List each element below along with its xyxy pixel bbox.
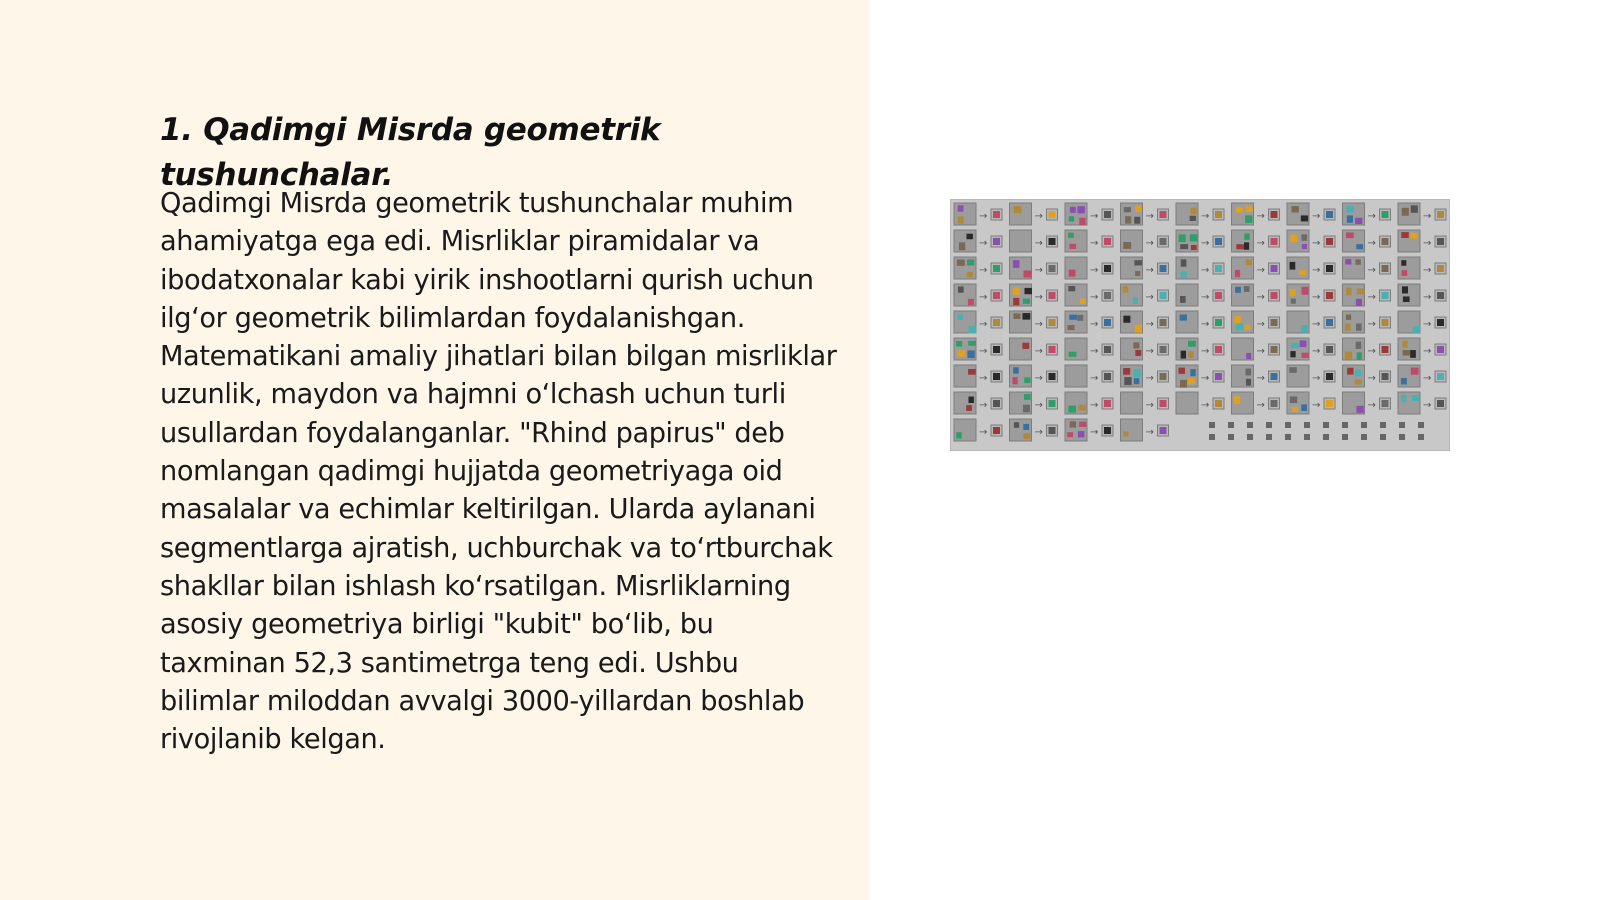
legend-mark xyxy=(1304,434,1310,440)
legend-mark xyxy=(1247,422,1253,428)
recipe-cell xyxy=(1176,284,1224,306)
svg-text:→: → xyxy=(1034,292,1043,303)
recipe-cell xyxy=(1398,203,1446,225)
recipe-cell xyxy=(1232,257,1280,279)
svg-text:→: → xyxy=(1423,400,1432,411)
svg-text:→: → xyxy=(979,265,988,276)
recipe-cell xyxy=(1287,392,1335,414)
svg-text:→: → xyxy=(1090,319,1099,330)
svg-text:→: → xyxy=(1145,400,1154,411)
svg-text:→: → xyxy=(1201,211,1210,222)
recipe-cell xyxy=(1121,203,1169,225)
legend-mark xyxy=(1323,434,1329,440)
recipe-cell xyxy=(1010,284,1058,306)
recipe-cell xyxy=(1010,203,1058,225)
svg-text:→: → xyxy=(1256,400,1265,411)
recipe-cell xyxy=(1398,392,1446,414)
svg-text:→: → xyxy=(1090,265,1099,276)
legend-mark xyxy=(1361,434,1367,440)
svg-text:→: → xyxy=(1034,319,1043,330)
slide-body-text: Qadimgi Misrda geometrik tushunchalar muhim ahamiyatga ega edi. Misrliklar piramidalar va ibodatxonalar kabi yirik inshootlarni qurish uchun ilg‘or geometrik bilimlardan foydalanishgan. Matematikani amaliy jihatlari bilan bilgan misrliklar uzunlik, maydon va hajmni o‘lchash uchun turli usullardan foydalanganlar. "Rhind papirus" deb nomlangan qadimgi hujjatda geometriyaga oid masalalar va echimlar keltirilgan. Ularda aylanani segmentlarga ajratish, uchburchak va to‘rtburchak shakllar bilan ishlash ko‘rsatilgan. Misrliklarning asosiy geometriya birligi "kubit" bo‘lib, bu taxminan 52,3 santimetrga teng edi. Ushbu bilimlar miloddan avvalgi 3000-yillardan boshlab rivojlanib kelgan. xyxy=(160,188,837,756)
recipe-cell xyxy=(1176,365,1224,388)
svg-text:→: → xyxy=(1367,400,1376,411)
legend-mark xyxy=(1285,434,1291,440)
recipe-cell xyxy=(1065,338,1113,360)
svg-text:→: → xyxy=(1256,292,1265,303)
svg-text:→: → xyxy=(1367,346,1376,357)
legend-mark xyxy=(1342,422,1348,428)
svg-text:→: → xyxy=(979,319,988,330)
recipe-cell xyxy=(1398,338,1446,360)
legend-mark xyxy=(1266,422,1272,428)
legend-mark xyxy=(1209,422,1215,428)
recipe-cell xyxy=(954,338,1002,360)
svg-text:→: → xyxy=(1034,238,1043,249)
svg-text:→: → xyxy=(979,373,988,384)
crafting-recipes-grid-image xyxy=(950,199,1450,451)
svg-text:→: → xyxy=(1256,319,1265,330)
svg-text:→: → xyxy=(979,292,988,303)
legend-mark xyxy=(1209,434,1215,440)
recipe-cell xyxy=(1287,365,1335,387)
recipe-cell xyxy=(1398,257,1446,279)
recipe-cell xyxy=(954,257,1002,279)
recipe-cell xyxy=(1176,338,1224,360)
legend-mark xyxy=(1361,422,1367,428)
recipe-cell xyxy=(1343,392,1391,414)
svg-text:→: → xyxy=(1090,346,1099,357)
recipe-cell xyxy=(954,311,1002,333)
legend-mark xyxy=(1304,422,1310,428)
svg-text:→: → xyxy=(1423,238,1432,249)
svg-text:→: → xyxy=(1256,373,1265,384)
svg-text:→: → xyxy=(979,238,988,249)
svg-text:→: → xyxy=(1034,211,1043,222)
svg-text:→: → xyxy=(1312,238,1321,249)
recipe-cell xyxy=(1121,419,1169,441)
recipe-cell xyxy=(1343,257,1391,279)
svg-text:→: → xyxy=(1090,373,1099,384)
svg-text:→: → xyxy=(979,400,988,411)
legend-mark xyxy=(1285,422,1291,428)
svg-text:→: → xyxy=(1145,238,1154,249)
recipe-cell xyxy=(1232,365,1280,387)
legend-mark xyxy=(1399,434,1405,440)
recipe-cell xyxy=(1232,284,1280,306)
recipe-cell xyxy=(1398,311,1446,334)
svg-text:→: → xyxy=(1423,211,1432,222)
recipe-cell xyxy=(1065,230,1113,252)
recipe-cell xyxy=(1176,392,1224,414)
recipe-cell xyxy=(1232,230,1280,252)
legend-mark xyxy=(1228,422,1234,428)
recipe-cell xyxy=(954,203,1002,225)
recipe-cell xyxy=(1121,284,1169,306)
svg-text:→: → xyxy=(1312,211,1321,222)
svg-text:→: → xyxy=(1201,265,1210,276)
svg-text:→: → xyxy=(1201,292,1210,303)
recipe-cell xyxy=(1287,284,1335,306)
svg-text:→: → xyxy=(1423,292,1432,303)
recipe-cell xyxy=(1010,419,1058,441)
svg-text:→: → xyxy=(1090,211,1099,222)
svg-text:→: → xyxy=(1034,346,1043,357)
recipe-cell xyxy=(1176,230,1224,252)
recipe-cell xyxy=(1065,311,1113,333)
svg-text:→: → xyxy=(979,346,988,357)
recipe-cell xyxy=(1398,284,1446,306)
legend-mark xyxy=(1228,434,1234,440)
legend-mark xyxy=(1323,422,1329,428)
legend-mark xyxy=(1380,434,1386,440)
svg-text:→: → xyxy=(1034,400,1043,411)
recipe-cell xyxy=(1343,338,1391,360)
recipe-cell xyxy=(1287,257,1335,279)
svg-text:→: → xyxy=(1312,400,1321,411)
svg-text:→: → xyxy=(1367,238,1376,249)
recipe-cell xyxy=(1065,284,1113,306)
recipe-cell xyxy=(954,419,1002,441)
recipe-cell xyxy=(1121,257,1169,279)
recipe-cell xyxy=(1010,230,1058,252)
svg-text:→: → xyxy=(1034,265,1043,276)
recipe-cell xyxy=(954,284,1002,306)
svg-text:→: → xyxy=(1312,292,1321,303)
recipe-cell xyxy=(1232,392,1280,414)
recipe-cell xyxy=(1398,365,1446,387)
svg-text:→: → xyxy=(1367,319,1376,330)
svg-text:→: → xyxy=(1201,373,1210,384)
recipe-cell xyxy=(1232,311,1280,333)
svg-text:→: → xyxy=(1201,238,1210,249)
recipe-cell xyxy=(1010,257,1058,279)
svg-text:→: → xyxy=(1201,319,1210,330)
svg-text:→: → xyxy=(1090,427,1099,438)
svg-text:→: → xyxy=(1423,265,1432,276)
recipe-cell xyxy=(1287,203,1335,225)
legend-mark xyxy=(1399,422,1405,428)
recipe-cell xyxy=(1232,338,1280,360)
svg-text:→: → xyxy=(1423,319,1432,330)
recipe-cell xyxy=(1343,230,1391,252)
recipe-cell xyxy=(1343,284,1391,306)
svg-text:→: → xyxy=(1090,238,1099,249)
recipe-cell xyxy=(1065,365,1113,387)
recipe-cell xyxy=(1065,257,1113,279)
recipe-grid-graphic xyxy=(951,200,1449,450)
recipe-cell xyxy=(1010,392,1058,414)
svg-text:→: → xyxy=(1367,265,1376,276)
recipe-cell xyxy=(954,392,1002,414)
recipe-cell xyxy=(1121,338,1169,360)
recipe-cell xyxy=(1398,230,1446,252)
recipe-cell xyxy=(1176,257,1224,279)
recipe-cell xyxy=(1010,311,1058,333)
svg-text:→: → xyxy=(1145,292,1154,303)
recipe-cell xyxy=(1176,203,1224,225)
recipe-cell xyxy=(1065,419,1113,441)
recipe-cell xyxy=(1343,203,1391,225)
svg-text:→: → xyxy=(1145,319,1154,330)
recipe-cell xyxy=(1343,311,1391,333)
legend-mark xyxy=(1380,422,1386,428)
svg-text:→: → xyxy=(1256,346,1265,357)
recipe-cell xyxy=(1065,392,1113,414)
svg-text:→: → xyxy=(1312,319,1321,330)
svg-text:→: → xyxy=(1256,265,1265,276)
recipe-cell xyxy=(1121,365,1169,387)
recipe-cell xyxy=(1287,230,1335,252)
svg-text:→: → xyxy=(1201,346,1210,357)
svg-text:→: → xyxy=(1201,400,1210,411)
svg-text:→: → xyxy=(1090,292,1099,303)
legend-mark xyxy=(1247,434,1253,440)
svg-text:→: → xyxy=(1312,265,1321,276)
svg-text:→: → xyxy=(1090,400,1099,411)
recipe-cell xyxy=(954,230,1002,252)
svg-text:→: → xyxy=(979,211,988,222)
legend-mark xyxy=(1342,434,1348,440)
recipe-cell xyxy=(1176,311,1224,333)
legend-mark xyxy=(1418,422,1424,428)
slide-title: 1. Qadimgi Misrda geometrik tushunchalar. xyxy=(160,112,661,193)
recipe-cell xyxy=(1287,338,1335,360)
recipe-cell xyxy=(1121,392,1169,414)
svg-text:→: → xyxy=(1034,427,1043,438)
svg-text:→: → xyxy=(1145,373,1154,384)
svg-text:→: → xyxy=(1423,373,1432,384)
svg-text:→: → xyxy=(1145,427,1154,438)
recipe-cell xyxy=(1121,311,1169,333)
recipe-cell xyxy=(1010,338,1058,360)
recipe-cell xyxy=(1232,203,1280,225)
recipe-cell xyxy=(1287,311,1335,333)
svg-text:→: → xyxy=(979,427,988,438)
legend-mark xyxy=(1266,434,1272,440)
recipe-cell xyxy=(954,365,1002,387)
svg-text:→: → xyxy=(1256,211,1265,222)
svg-text:→: → xyxy=(1367,373,1376,384)
recipe-cell xyxy=(1065,203,1113,225)
recipe-cell xyxy=(1343,365,1391,387)
recipe-cell xyxy=(1121,230,1169,252)
svg-text:→: → xyxy=(1367,292,1376,303)
svg-text:→: → xyxy=(1145,346,1154,357)
svg-text:→: → xyxy=(1423,346,1432,357)
recipe-cell xyxy=(1010,365,1058,387)
svg-text:→: → xyxy=(1312,346,1321,357)
svg-text:→: → xyxy=(1367,211,1376,222)
svg-text:→: → xyxy=(1312,373,1321,384)
svg-text:→: → xyxy=(1034,373,1043,384)
svg-text:→: → xyxy=(1145,265,1154,276)
legend-mark xyxy=(1418,434,1424,440)
svg-text:→: → xyxy=(1145,211,1154,222)
svg-text:→: → xyxy=(1256,238,1265,249)
